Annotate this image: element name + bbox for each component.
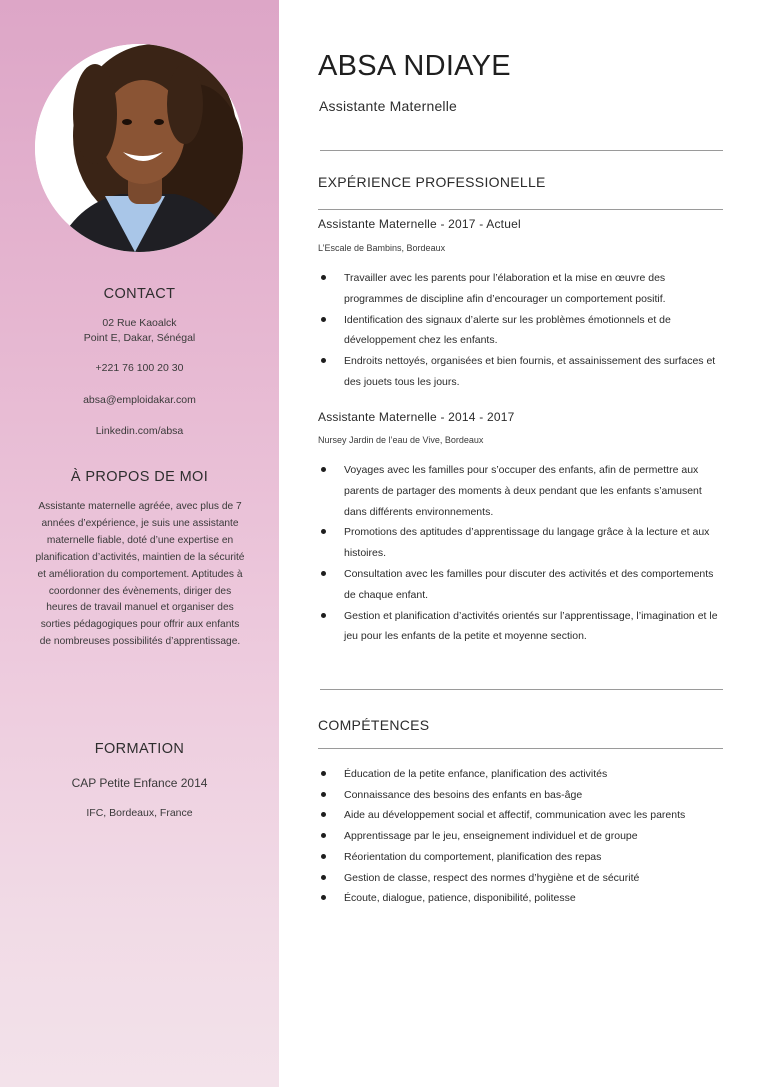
skills-list bbox=[318, 764, 722, 909]
contact-heading: CONTACT bbox=[103, 286, 176, 302]
about-heading: À PROPOS DE MOI bbox=[70, 469, 209, 485]
divider bbox=[320, 150, 723, 151]
divider bbox=[318, 748, 723, 749]
list-item: Endroits nettoyés, organisées et bien fournis, et assainissement des surfaces et des jouets tous les jours. bbox=[318, 351, 722, 393]
job-bullets bbox=[318, 268, 722, 393]
list-item: Réorientation du comportement, planification des repas bbox=[318, 847, 722, 868]
list-item: Travailler avec les parents pour l’élaboration et la mise en œuvre des programmes de discipline afin d’encourager un comportement positif. bbox=[318, 268, 722, 310]
list-item: Connaissance des besoins des enfants en bas-âge bbox=[318, 785, 722, 806]
job-title: Assistante Maternelle - 2014 - 2017 bbox=[318, 410, 515, 424]
portrait-illustration bbox=[35, 44, 243, 252]
list-item: Écoute, dialogue, patience, disponibilité, politesse bbox=[318, 888, 722, 909]
divider bbox=[320, 689, 723, 690]
formation-heading: FORMATION bbox=[94, 741, 185, 757]
skills-heading: COMPÉTENCES bbox=[318, 717, 430, 733]
list-item: Aide au développement social et affectif, communication avec les parents bbox=[318, 805, 722, 826]
sidebar bbox=[0, 0, 279, 1087]
about-text: Assistante maternelle agréée, avec plus de 7 années d’expérience, je suis une assistante maternelle fiable, doté d’une expertise en planification d’activités, maintien de la sécurité et amélioration du comportement. Aptitudes à coordonner des évènements, diriger des heures de travail manuel et organiser des sorties pédagogiques pour offrir aux enfants de nombreuses possibilités d’apprentissage. bbox=[35, 501, 245, 648]
list-item: Voyages avec les familles pour s’occuper des enfants, afin de permettre aux parents de partager des moments à deux pendant que les enfants s’amusent dans différents environnements. bbox=[318, 460, 722, 522]
divider bbox=[318, 209, 723, 210]
experience-heading: EXPÉRIENCE PROFESSIONELLE bbox=[318, 174, 546, 190]
job-place: L’Escale de Bambins, Bordeaux bbox=[318, 243, 446, 253]
list-item: Gestion et planification d’activités orientés sur l’apprentissage, l’imagination et le jeu pour les enfants de la petite et moyenne section. bbox=[318, 606, 722, 648]
phone-number: +221 76 100 20 30 bbox=[95, 362, 184, 374]
formation-school: IFC, Bordeaux, France bbox=[86, 807, 193, 819]
list-item: Consultation avec les familles pour discuter des activités et des comportements de chaque enfant. bbox=[318, 564, 722, 606]
job-place: Nursey Jardin de l’eau de Vive, Bordeaux bbox=[318, 435, 484, 445]
list-item: Promotions des aptitudes d’apprentissage du langage grâce à la lecture et aux histoires. bbox=[318, 522, 722, 564]
job-title-header: Assistante Maternelle bbox=[319, 98, 458, 114]
email-address: absa@emploidakar.com bbox=[83, 394, 196, 406]
address-line-2: Point E, Dakar, Sénégal bbox=[83, 332, 196, 344]
list-item: Identification des signaux d’alerte sur les problèmes émotionnels et de développement chez les enfants. bbox=[318, 310, 722, 352]
linkedin-url: Linkedin.com/absa bbox=[95, 425, 184, 437]
address-line-1: 02 Rue Kaoalck bbox=[102, 317, 177, 329]
profile-photo bbox=[35, 44, 243, 252]
list-item: Éducation de la petite enfance, planification des activités bbox=[318, 764, 722, 785]
list-item: Apprentissage par le jeu, enseignement individuel et de groupe bbox=[318, 826, 722, 847]
job-bullets bbox=[318, 460, 722, 647]
formation-degree: CAP Petite Enfance 2014 bbox=[71, 776, 208, 790]
candidate-name: ABSA NDIAYE bbox=[318, 50, 511, 82]
list-item: Gestion de classe, respect des normes d’hygiène et de sécurité bbox=[318, 868, 722, 889]
job-title: Assistante Maternelle - 2017 - Actuel bbox=[318, 217, 521, 231]
